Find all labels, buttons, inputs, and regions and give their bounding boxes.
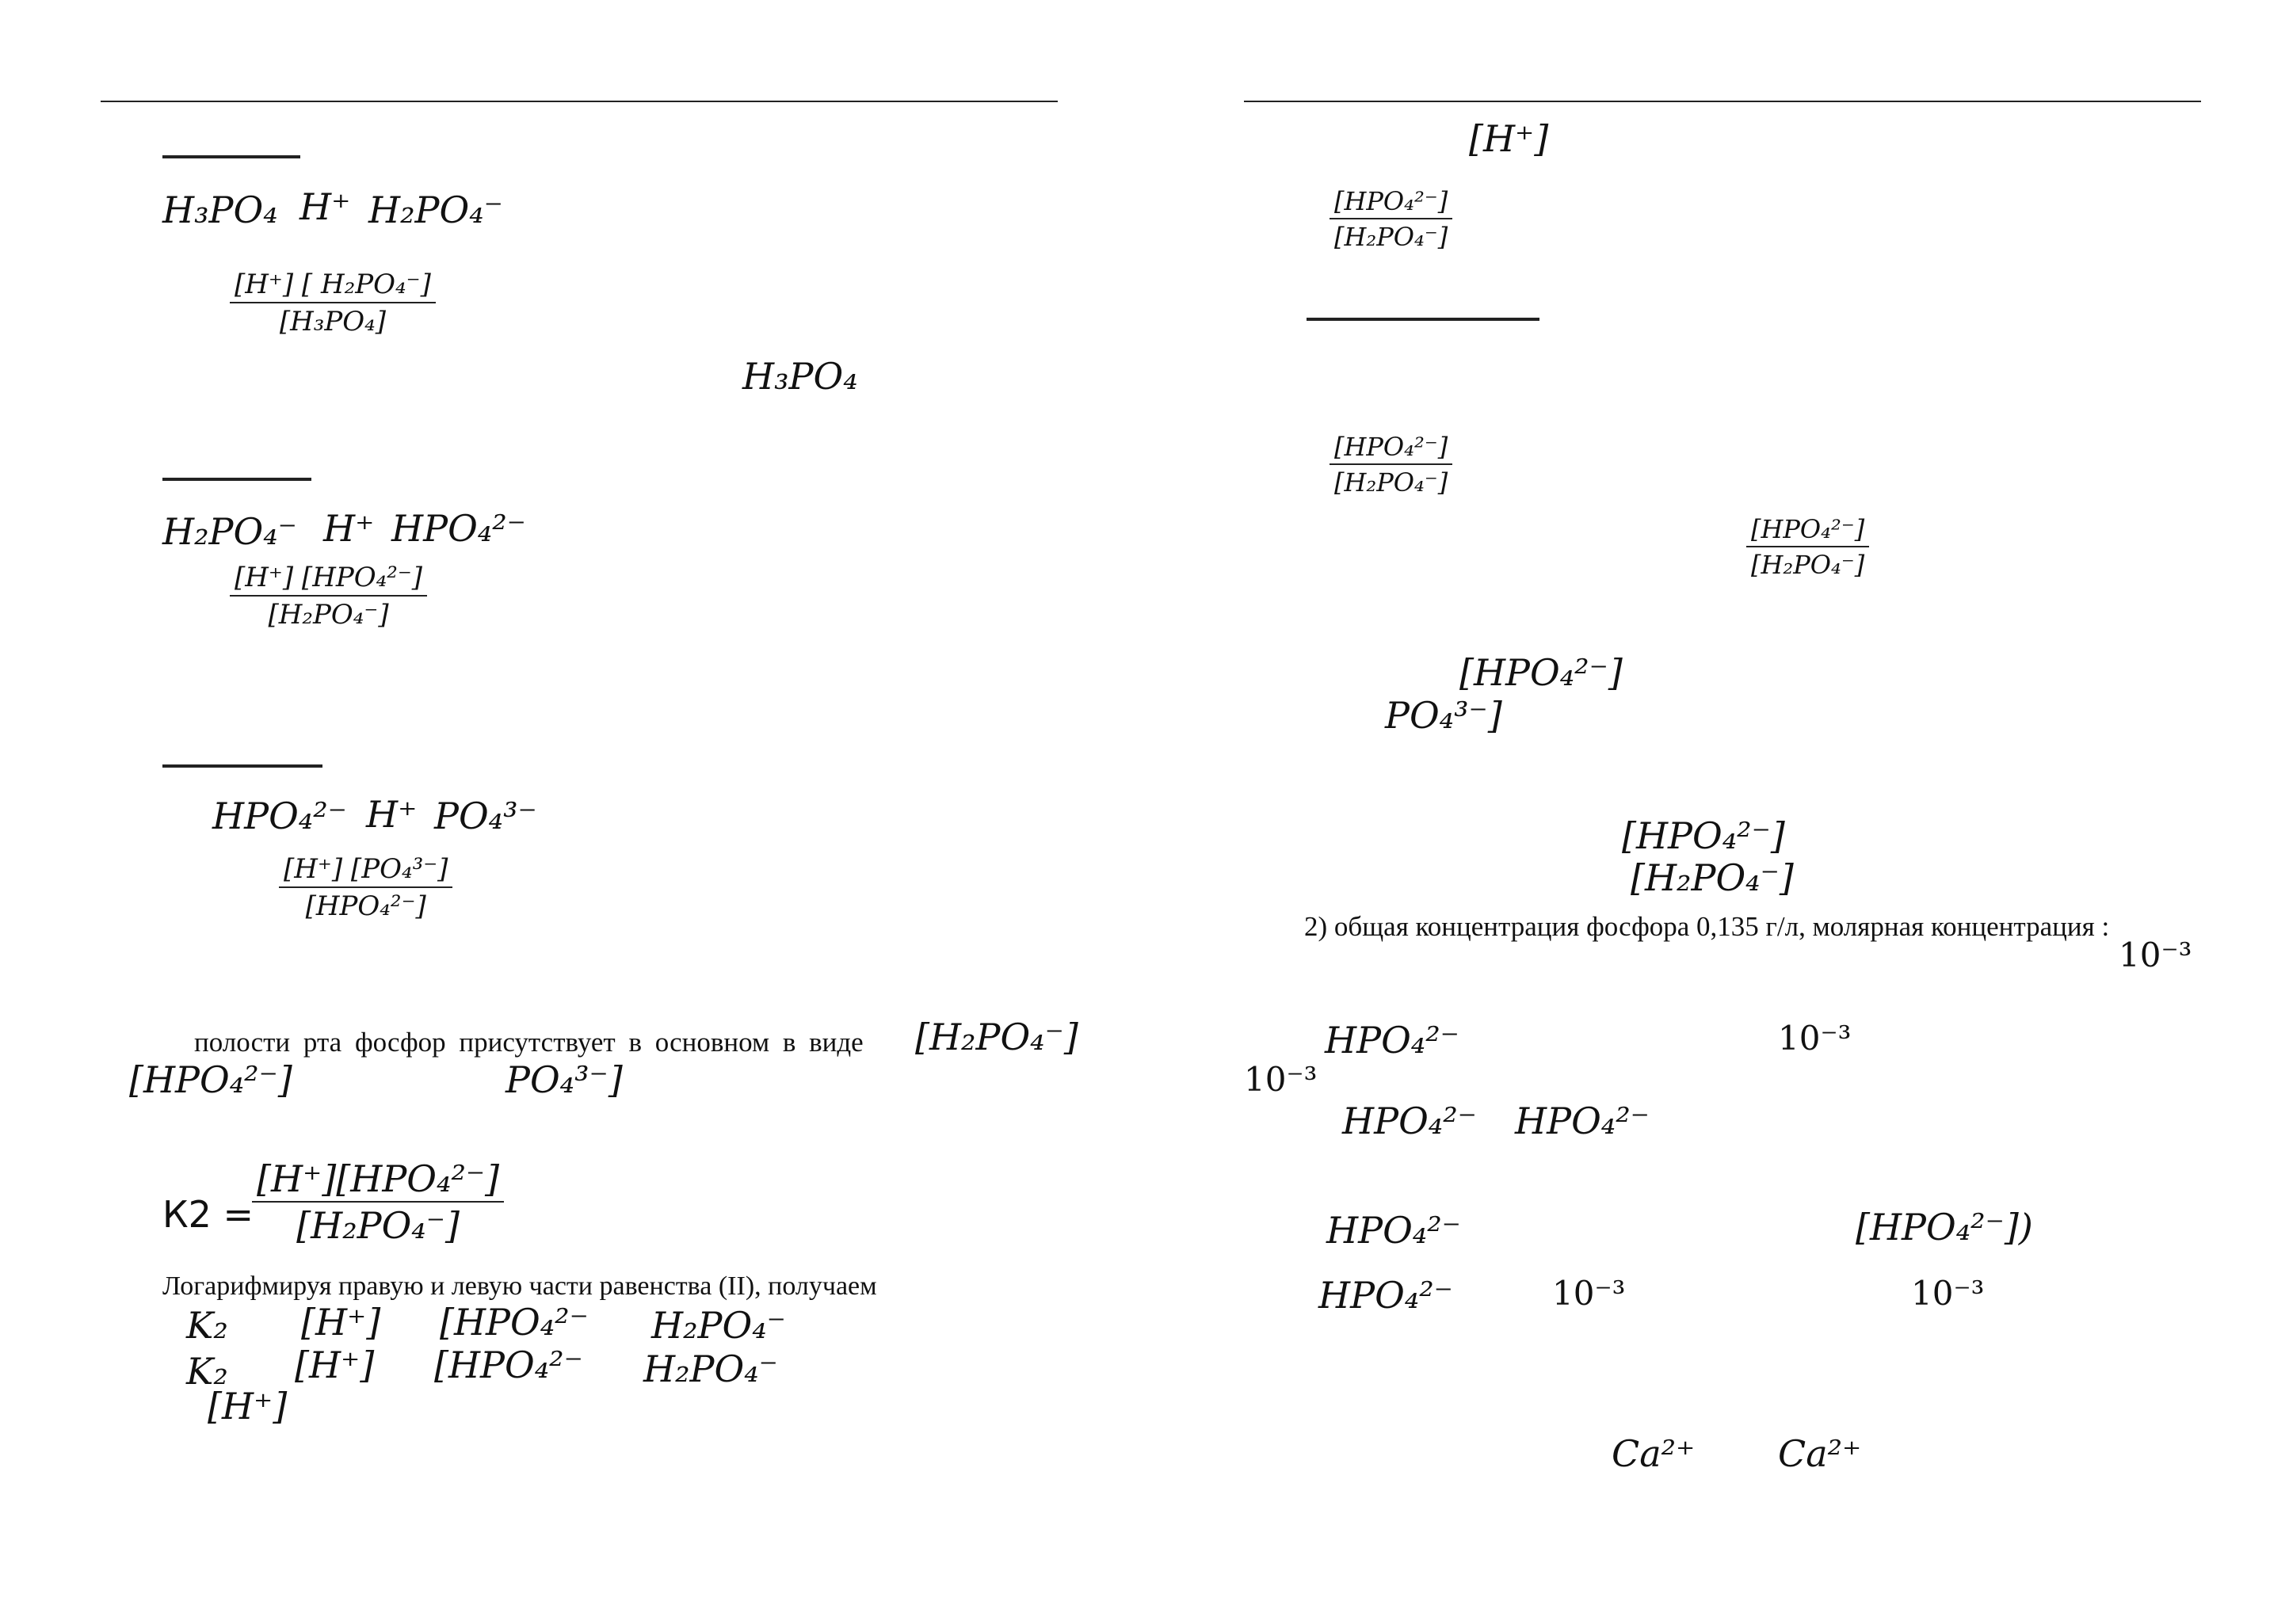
- log-term: [H⁺]: [301, 1301, 381, 1344]
- fraction-denominator: [H₂PO₄⁻]: [296, 1204, 460, 1247]
- species-bracket: [HPO₄²⁻]: [129, 1058, 292, 1101]
- dissociation-fraction: [230, 562, 427, 631]
- ratio-fraction: [1330, 186, 1452, 252]
- ratio-fraction: [1330, 434, 1452, 495]
- species-stack-bottom: [H₂PO₄⁻]: [1631, 856, 1794, 899]
- fraction-denominator: [H₂PO₄⁻]: [1334, 222, 1448, 252]
- calcium-ion: Ca²⁺: [1778, 1432, 1862, 1475]
- body-text: 2) общая концентрация фосфора 0,135 г/л, молярная концентрация :: [1304, 911, 2110, 942]
- dissociation-fraction: [230, 271, 436, 335]
- concentration-value: 10⁻³: [1778, 1019, 1852, 1058]
- section-underline: [1307, 318, 1539, 321]
- species-formula: HPO₄²⁻: [1342, 1100, 1477, 1142]
- fraction-denominator: [HPO₄²⁻]: [305, 890, 426, 922]
- body-text: полости рта фосфор присутствует в основном в виде: [194, 1027, 864, 1058]
- species-bracket: [HPO₄²⁻]: [1459, 651, 1623, 694]
- k2-label: К2 =: [162, 1193, 254, 1236]
- equation-species: HPO₄²⁻: [391, 507, 526, 550]
- equation-species: H₃PO₄: [162, 189, 278, 231]
- acid-formula: H₃PO₄: [742, 355, 858, 398]
- species-bracket: [HPO₄²⁻]): [1856, 1206, 2033, 1248]
- log-term: K₂: [186, 1304, 228, 1347]
- dissociation-fraction: [279, 853, 452, 922]
- header-rule: [1244, 101, 2201, 102]
- equation-species: H⁺: [366, 793, 418, 836]
- species-bracket: [H₂PO₄⁻]: [915, 1016, 1078, 1058]
- species-formula: HPO₄²⁻: [1318, 1274, 1453, 1317]
- fraction-numerator: [HPO₄²⁻]: [1746, 517, 1869, 547]
- equation-species: H₂PO₄⁻: [368, 189, 503, 231]
- log-term: [HPO₄²⁻: [434, 1344, 583, 1386]
- equation-species: H⁺: [323, 507, 375, 550]
- log-term: [HPO₄²⁻: [440, 1301, 589, 1344]
- species-bracket: PO₄³⁻]: [505, 1058, 623, 1101]
- species-formula: HPO₄²⁻: [1325, 1019, 1459, 1062]
- fraction-denominator: [H₂PO₄⁻]: [1751, 550, 1865, 580]
- fraction-denominator: [H₂PO₄⁻]: [1334, 467, 1448, 497]
- fraction-denominator: [H₃PO₄]: [279, 306, 387, 337]
- species-stack-top: [HPO₄²⁻]: [1622, 814, 1785, 857]
- equation-species: PO₄³⁻: [434, 795, 537, 837]
- fraction-numerator: [H⁺] [HPO₄²⁻]: [230, 564, 427, 597]
- log-term: [H⁺]: [295, 1344, 375, 1386]
- section-underline: [162, 155, 300, 158]
- right-page: [1144, 0, 2289, 1624]
- calcium-ion: Ca²⁺: [1612, 1432, 1696, 1475]
- fraction-numerator: [HPO₄²⁻]: [1330, 434, 1452, 465]
- fraction-numerator: [HPO₄²⁻]: [1330, 189, 1452, 219]
- concentration-value: 10⁻³: [1244, 1060, 1318, 1099]
- log-term: [H⁺]: [208, 1385, 288, 1428]
- equation-species: H₂PO₄⁻: [162, 510, 297, 553]
- section-underline: [162, 764, 322, 768]
- left-page: [0, 0, 1144, 1624]
- concentration-value: 10⁻³: [2119, 936, 2192, 974]
- body-text: Логарифмируя правую и левую части равенства (II), получаем: [162, 1271, 877, 1301]
- hydrogen-ion: [H⁺]: [1469, 117, 1549, 160]
- fraction-numerator: [H⁺] [ H₂PO₄⁻]: [230, 271, 436, 303]
- species-bracket: PO₄³⁻]: [1385, 694, 1502, 737]
- species-formula: HPO₄²⁻: [1515, 1100, 1650, 1142]
- species-formula: HPO₄²⁻: [1326, 1209, 1461, 1252]
- fraction-numerator: [H⁺] [PO₄³⁻]: [279, 856, 452, 888]
- log-term: H₂PO₄⁻: [651, 1304, 786, 1347]
- header-rule: [101, 101, 1058, 102]
- log-term: K₂: [186, 1350, 228, 1393]
- equation-species: HPO₄²⁻: [212, 795, 347, 837]
- log-term: H₂PO₄⁻: [643, 1348, 778, 1390]
- section-underline: [162, 478, 311, 481]
- ratio-fraction: [1746, 514, 1869, 580]
- concentration-value: 10⁻³: [1552, 1274, 1626, 1313]
- fraction-denominator: [H₂PO₄⁻]: [268, 599, 389, 631]
- k2-fraction: [252, 1157, 504, 1247]
- fraction-numerator: [H⁺][HPO₄²⁻]: [252, 1161, 504, 1203]
- equation-species: H⁺: [299, 185, 351, 228]
- concentration-value: 10⁻³: [1911, 1274, 1985, 1313]
